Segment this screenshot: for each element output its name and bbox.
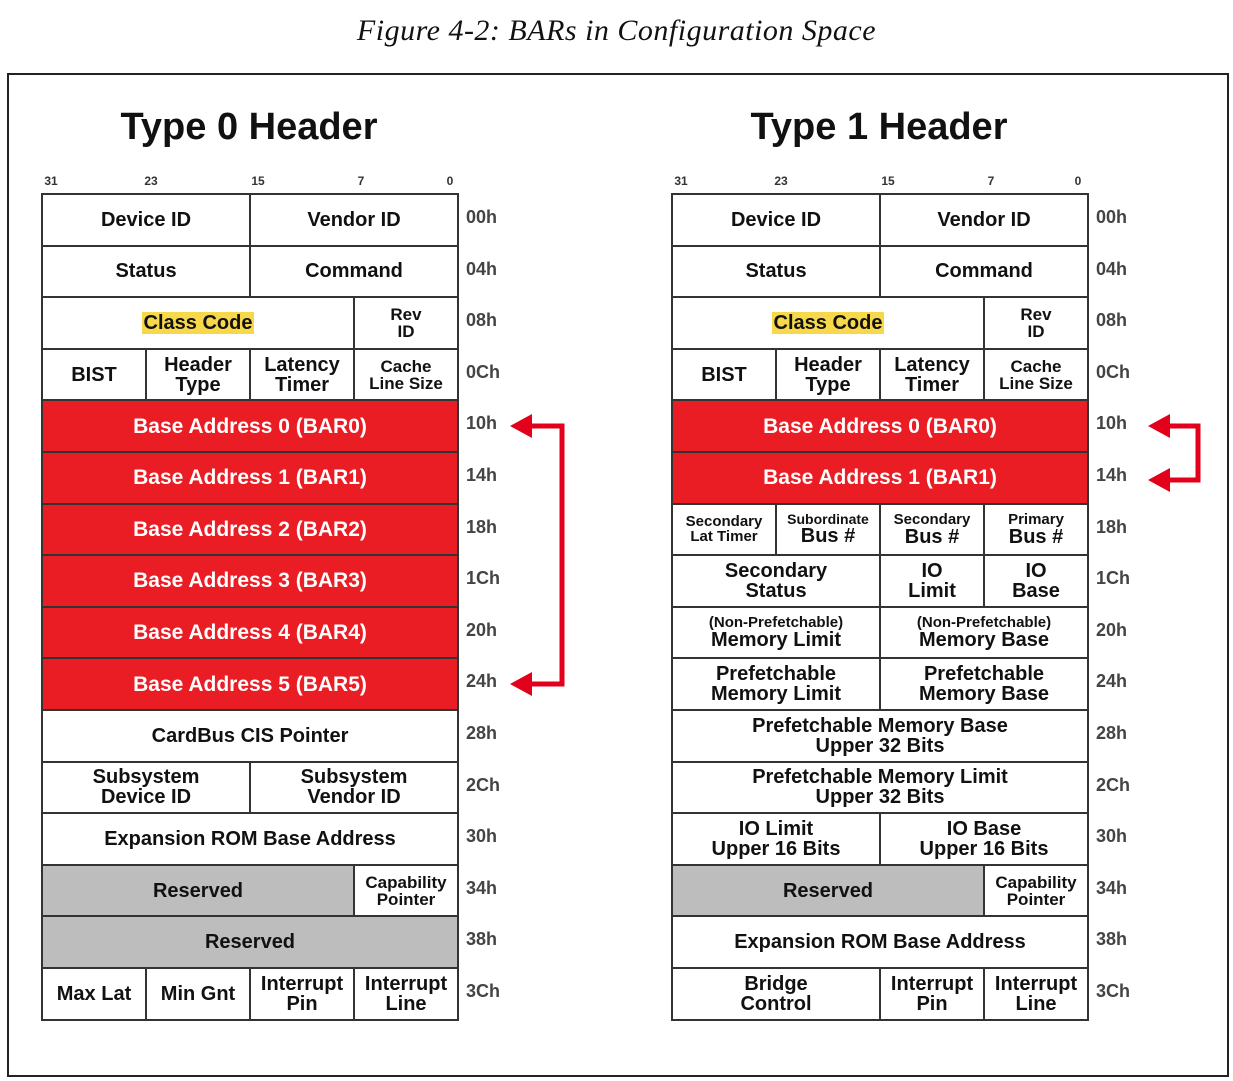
bit-label-0: 0	[446, 174, 454, 188]
io-limit-upper-field: IO Limit Upper 16 Bits	[672, 813, 880, 865]
prefetchable-base-upper-field: Prefetchable Memory Base Upper 32 Bits	[672, 710, 1088, 762]
offset-label-3ch: 3Ch	[466, 981, 501, 1001]
header-type-field: Header Type	[146, 349, 250, 401]
bit-label-31: 31	[674, 174, 688, 188]
max-lat-field: Max Lat	[42, 968, 146, 1020]
offset-label-28h: 28h	[466, 723, 498, 743]
capability-pointer-field: Capability Pointer	[354, 865, 458, 917]
offset-label-20h: 20h	[466, 619, 498, 640]
io-base-upper-field: IO Base Upper 16 Bits	[880, 813, 1088, 865]
device-id-field: Device ID	[672, 194, 880, 246]
cardbus-cis-pointer-field: CardBus CIS Pointer	[42, 710, 458, 762]
bridge-control-field: Bridge Control	[672, 968, 880, 1020]
bar5-field: Base Address 5 (BAR5)	[42, 658, 458, 710]
vendor-id-field: Vendor ID	[880, 194, 1088, 246]
offset-label-28h: 28h	[1096, 723, 1128, 743]
bit-label-23: 23	[774, 174, 788, 188]
offset-label-18h: 18h	[466, 516, 498, 537]
arrowhead-type1-14h	[1148, 468, 1170, 492]
min-gnt-field: Min Gnt	[146, 968, 250, 1020]
offset-label-14h: 14h	[1096, 465, 1128, 485]
offset-label-30h: 30h	[466, 826, 498, 847]
type1-title: Type 1 Header	[750, 106, 1008, 148]
prefetchable-memory-base-field: Prefetchable Memory Base	[880, 658, 1088, 710]
bar0-field: Base Address 0 (BAR0)	[42, 400, 458, 452]
cache-line-size-field: Cache Line Size	[354, 349, 458, 401]
offset-label-00h: 00h	[466, 207, 498, 227]
nonprefetchable-memory-limit-field: (Non-Prefetchable) Memory Limit	[672, 607, 880, 659]
vendor-id-field: Vendor ID	[250, 194, 458, 246]
offset-label-0ch: 0Ch	[466, 361, 501, 382]
device-id-field: Device ID	[42, 194, 250, 246]
capability-pointer-field: Capability Pointer	[984, 865, 1088, 917]
offset-label-1ch: 1Ch	[1096, 568, 1131, 589]
bist-field: BIST	[672, 349, 776, 401]
bit-label-15: 15	[251, 174, 265, 188]
offset-label-08h: 08h	[466, 310, 498, 331]
offset-label-3ch: 3Ch	[1096, 981, 1131, 1001]
bar3-field: Base Address 3 (BAR3)	[42, 555, 458, 607]
offset-label-10h: 10h	[466, 413, 498, 434]
latency-timer-field: Latency Timer	[880, 349, 984, 401]
bit-label-15: 15	[881, 174, 895, 188]
bit-label-7: 7	[357, 174, 365, 188]
offset-label-24h: 24h	[466, 671, 498, 692]
offset-label-0ch: 0Ch	[1096, 361, 1131, 382]
command-field: Command	[880, 246, 1088, 298]
status-field: Status	[672, 246, 880, 298]
interrupt-line-field: Interrupt Line	[354, 968, 458, 1020]
secondary-status-field: Secondary Status	[672, 555, 880, 607]
reserved-field-34h: Reserved	[672, 865, 984, 917]
nonprefetchable-memory-base-field: (Non-Prefetchable) Memory Base	[880, 607, 1088, 659]
offset-label-18h: 18h	[1096, 516, 1128, 537]
offset-label-04h: 04h	[1096, 258, 1128, 279]
class-code-label: Class Code	[143, 311, 253, 334]
offset-label-20h: 20h	[1096, 619, 1128, 640]
interrupt-line-field: Interrupt Line	[984, 968, 1088, 1020]
offset-label-34h: 34h	[1096, 877, 1128, 898]
offset-label-30h: 30h	[1096, 826, 1128, 847]
offset-label-08h: 08h	[1096, 310, 1128, 331]
arrowhead-type0-24h	[510, 672, 532, 696]
bit-label-31: 31	[44, 174, 58, 188]
subsystem-vendor-id-field: Subsystem Vendor ID	[250, 762, 458, 814]
offset-label-00h: 00h	[1096, 207, 1128, 227]
primary-bus-field: Primary Bus #	[984, 504, 1088, 556]
cache-line-size-field: Cache Line Size	[984, 349, 1088, 401]
secondary-lat-timer-field: Secondary Lat Timer	[672, 504, 776, 556]
rev-id-field: Rev ID	[354, 297, 458, 349]
offset-label-34h: 34h	[466, 877, 498, 898]
reserved-field-34h: Reserved	[42, 865, 354, 917]
offset-label-2ch: 2Ch	[466, 774, 501, 795]
prefetchable-limit-upper-field: Prefetchable Memory Limit Upper 32 Bits	[672, 762, 1088, 814]
status-field: Status	[42, 246, 250, 298]
offset-label-24h: 24h	[1096, 671, 1128, 692]
reserved-field-38h: Reserved	[42, 916, 458, 968]
offset-label-38h: 38h	[466, 929, 498, 950]
subsystem-device-id-field: Subsystem Device ID	[42, 762, 250, 814]
bit-label-0: 0	[1074, 174, 1082, 188]
arrowhead-type1-10h	[1148, 414, 1170, 438]
expansion-rom-field: Expansion ROM Base Address	[672, 916, 1088, 968]
command-field: Command	[250, 246, 458, 298]
offset-label-14h: 14h	[466, 465, 498, 485]
arrowhead-type0-10h	[510, 414, 532, 438]
bit-label-7: 7	[987, 174, 995, 188]
secondary-bus-field: Secondary Bus #	[880, 504, 984, 556]
bar2-field: Base Address 2 (BAR2)	[42, 504, 458, 556]
offset-label-2ch: 2Ch	[1096, 774, 1131, 795]
header-type-field: Header Type	[776, 349, 880, 401]
prefetchable-memory-limit-field: Prefetchable Memory Limit	[672, 658, 880, 710]
latency-timer-field: Latency Timer	[250, 349, 354, 401]
type0-title: Type 0 Header	[120, 106, 378, 148]
io-limit-field: IO Limit	[880, 555, 984, 607]
type1-bar-range-arrow	[1168, 426, 1198, 480]
rev-id-field: Rev ID	[984, 297, 1088, 349]
io-base-field: IO Base	[984, 555, 1088, 607]
bar0-field: Base Address 0 (BAR0)	[672, 400, 1088, 452]
figure-caption: Figure 4-2: BARs in Configuration Space	[356, 14, 877, 47]
offset-label-04h: 04h	[466, 258, 498, 279]
bar1-field: Base Address 1 (BAR1)	[672, 452, 1088, 504]
subordinate-bus-field: Subordinate Bus #	[776, 504, 880, 556]
interrupt-pin-field: Interrupt Pin	[250, 968, 354, 1020]
bar4-field: Base Address 4 (BAR4)	[42, 607, 458, 659]
class-code-label: Class Code	[773, 311, 883, 334]
offset-label-10h: 10h	[1096, 413, 1128, 434]
bar1-field: Base Address 1 (BAR1)	[42, 452, 458, 504]
offset-label-38h: 38h	[1096, 929, 1128, 950]
interrupt-pin-field: Interrupt Pin	[880, 968, 984, 1020]
expansion-rom-field: Expansion ROM Base Address	[42, 813, 458, 865]
bist-field: BIST	[42, 349, 146, 401]
bit-label-23: 23	[144, 174, 158, 188]
offset-label-1ch: 1Ch	[466, 568, 501, 589]
type0-bar-range-arrow	[528, 426, 562, 684]
